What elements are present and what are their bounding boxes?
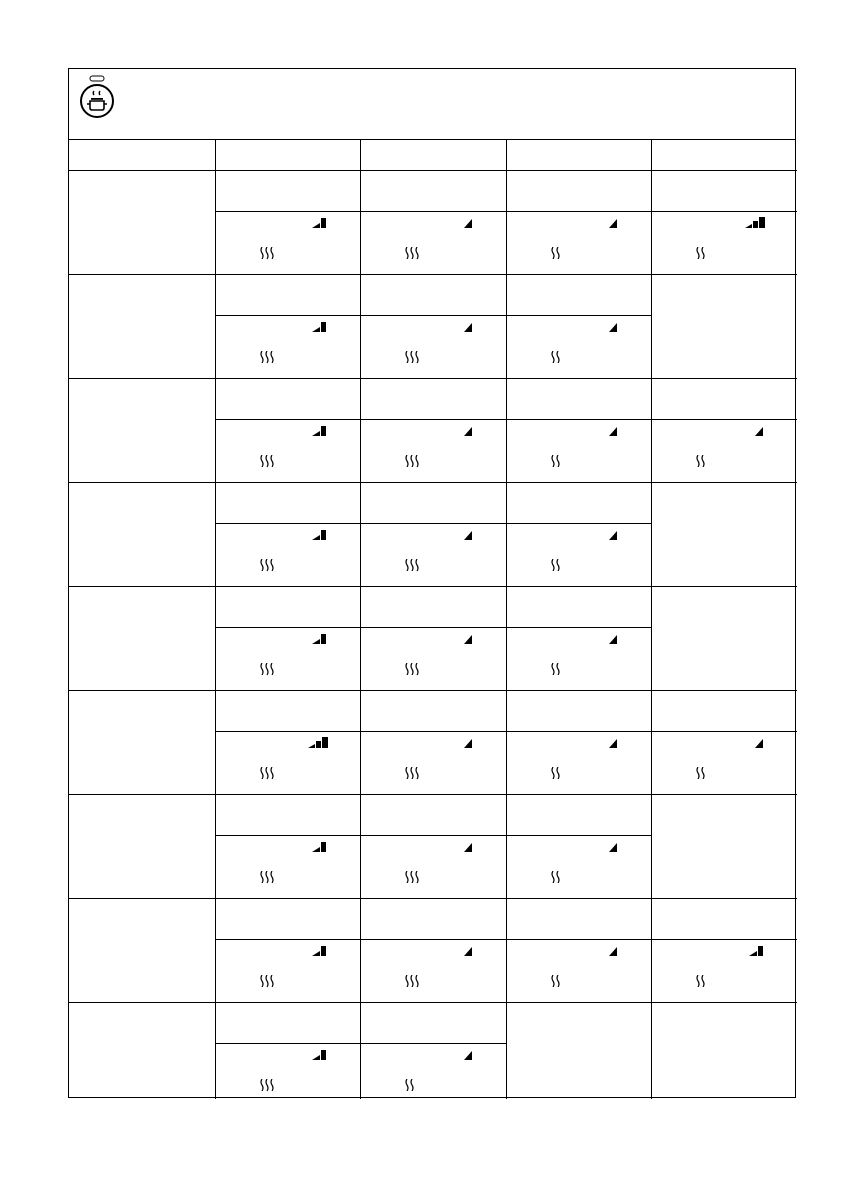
program-setting-cell — [360, 731, 506, 794]
steam-level-2-icon — [695, 247, 707, 259]
program-setting-cell — [651, 939, 797, 1002]
column-heading-row-line — [69, 170, 797, 171]
steam-level-3-icon — [404, 767, 421, 779]
steam-level-2-icon — [550, 767, 562, 779]
indicator-light-icon — [90, 76, 104, 81]
program-setting-cell — [215, 835, 360, 898]
power-level-2-icon — [743, 945, 765, 956]
power-level-1-icon — [597, 841, 619, 852]
power-level-1-icon — [597, 321, 619, 332]
power-level-1-icon — [452, 425, 474, 436]
steam-level-2-icon — [550, 663, 562, 675]
program-setting-cell — [506, 211, 651, 274]
steam-level-2-icon — [550, 247, 562, 259]
steam-level-3-icon — [259, 247, 276, 259]
steam-level-2-icon — [695, 975, 707, 987]
power-level-1-icon — [452, 737, 474, 748]
steam-level-3-icon — [404, 351, 421, 363]
steam-level-3-icon — [259, 559, 276, 571]
power-level-1-icon — [452, 529, 474, 540]
program-setting-cell — [506, 939, 651, 1002]
steam-level-3-icon — [259, 351, 276, 363]
power-level-1-icon — [597, 633, 619, 644]
power-level-2-icon — [306, 529, 328, 540]
program-setting-cell — [215, 627, 360, 690]
program-setting-cell — [506, 315, 651, 378]
row-divider — [69, 1002, 797, 1003]
row-divider — [69, 482, 797, 483]
power-level-2-icon — [306, 425, 328, 436]
table-header — [69, 69, 795, 140]
power-level-1-icon — [597, 737, 619, 748]
row-divider — [69, 690, 797, 691]
program-setting-cell — [215, 523, 360, 586]
steam-level-3-icon — [404, 871, 421, 883]
power-level-1-icon — [597, 217, 619, 228]
steam-level-2-icon — [550, 455, 562, 467]
steam-level-2-icon — [550, 871, 562, 883]
steam-level-2-icon — [695, 455, 707, 467]
row-divider — [69, 898, 797, 899]
power-level-1-icon — [743, 737, 765, 748]
program-setting-cell — [360, 419, 506, 482]
steam-pot-icon — [77, 75, 117, 119]
row-divider — [69, 274, 797, 275]
program-setting-cell — [215, 315, 360, 378]
steam-level-2-icon — [695, 767, 707, 779]
power-level-1-icon — [452, 1049, 474, 1060]
program-setting-cell — [360, 627, 506, 690]
program-setting-cell — [360, 939, 506, 1002]
steam-level-2-icon — [550, 351, 562, 363]
program-setting-cell — [506, 835, 651, 898]
program-setting-cell — [506, 523, 651, 586]
program-setting-cell — [360, 315, 506, 378]
power-level-2-icon — [306, 1049, 328, 1060]
row-divider — [69, 586, 797, 587]
power-level-1-icon — [452, 945, 474, 956]
program-setting-cell — [360, 1043, 506, 1106]
steam-level-3-icon — [259, 767, 276, 779]
power-level-1-icon — [597, 529, 619, 540]
power-level-1-icon — [743, 425, 765, 436]
program-setting-cell — [215, 211, 360, 274]
program-setting-cell — [506, 419, 651, 482]
steam-level-3-icon — [404, 663, 421, 675]
steam-level-3-icon — [404, 455, 421, 467]
steam-level-3-icon — [404, 247, 421, 259]
row-divider — [69, 378, 797, 379]
row-divider — [69, 794, 797, 795]
column-divider — [215, 140, 216, 1099]
steam-level-3-icon — [259, 871, 276, 883]
column-divider — [360, 140, 361, 1099]
program-setting-cell — [506, 731, 651, 794]
power-level-1-icon — [452, 217, 474, 228]
power-level-1-icon — [452, 321, 474, 332]
program-setting-cell — [360, 523, 506, 586]
program-setting-cell — [360, 211, 506, 274]
steam-level-3-icon — [259, 1079, 276, 1091]
power-level-1-icon — [597, 425, 619, 436]
power-level-2-icon — [306, 217, 328, 228]
steam-level-2-icon — [550, 559, 562, 571]
power-level-2-icon — [306, 321, 328, 332]
steam-level-3-icon — [259, 975, 276, 987]
column-divider — [506, 140, 507, 1099]
power-level-3-icon — [308, 737, 330, 748]
power-level-2-icon — [306, 633, 328, 644]
column-divider — [651, 140, 652, 1099]
steam-level-2-icon — [404, 1079, 416, 1091]
cooking-program-table — [68, 68, 796, 1098]
power-level-2-icon — [306, 945, 328, 956]
steam-level-3-icon — [259, 455, 276, 467]
program-setting-cell — [215, 419, 360, 482]
steam-level-3-icon — [259, 663, 276, 675]
steam-level-3-icon — [404, 559, 421, 571]
power-level-1-icon — [452, 841, 474, 852]
program-setting-cell — [215, 1043, 360, 1106]
steam-level-2-icon — [550, 975, 562, 987]
steam-level-3-icon — [404, 975, 421, 987]
power-level-3-icon — [745, 217, 767, 228]
power-level-1-icon — [597, 945, 619, 956]
program-setting-cell — [360, 835, 506, 898]
program-setting-cell — [215, 731, 360, 794]
program-setting-cell — [651, 731, 797, 794]
program-setting-cell — [506, 627, 651, 690]
program-setting-cell — [651, 419, 797, 482]
program-setting-cell — [215, 939, 360, 1002]
program-setting-cell — [651, 211, 797, 274]
power-level-1-icon — [452, 633, 474, 644]
power-level-2-icon — [306, 841, 328, 852]
